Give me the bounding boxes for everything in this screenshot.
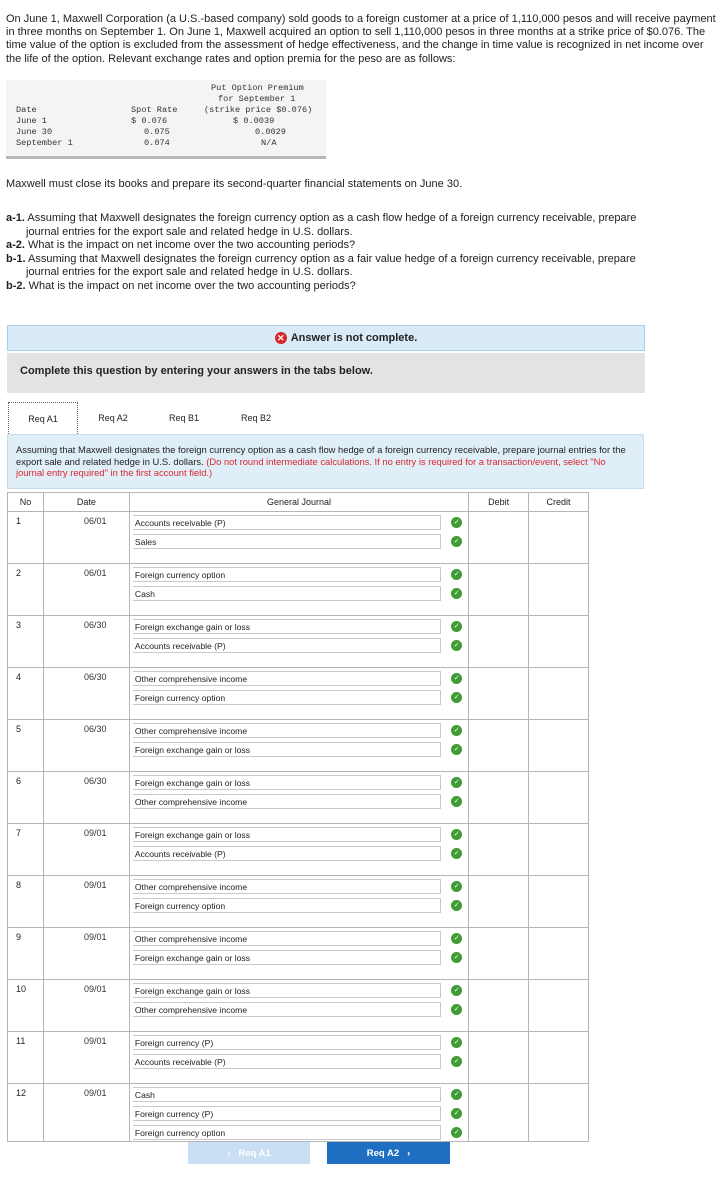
account-select[interactable]: Foreign currency (P) bbox=[133, 1106, 441, 1121]
premium-header-3: (strike price $0.076) bbox=[204, 105, 313, 115]
account-line bbox=[133, 949, 468, 966]
account-select[interactable]: Foreign exchange gain or loss bbox=[133, 827, 441, 842]
journal-table bbox=[7, 492, 589, 1142]
rate-spot: $ 0.076 bbox=[131, 116, 168, 126]
row-number: 10 bbox=[8, 980, 44, 1032]
credit-input[interactable] bbox=[529, 876, 589, 928]
account-line bbox=[133, 566, 468, 583]
account-cell bbox=[129, 1084, 468, 1142]
credit-input[interactable] bbox=[529, 668, 589, 720]
date-header: Date bbox=[16, 105, 37, 115]
account-line bbox=[133, 722, 468, 739]
account-select[interactable]: Other comprehensive income bbox=[133, 1002, 441, 1017]
col-journal: General Journal bbox=[129, 493, 468, 512]
col-date: Date bbox=[43, 493, 129, 512]
debit-input[interactable] bbox=[469, 928, 529, 980]
account-select[interactable]: Cash bbox=[133, 1087, 441, 1102]
credit-input[interactable] bbox=[529, 720, 589, 772]
row-number: 11 bbox=[8, 1032, 44, 1084]
tab-bar bbox=[8, 402, 292, 434]
exchange-rate-table bbox=[6, 80, 326, 159]
question-item: a-1. Assuming that Maxwell designates the foreign currency option as a cash flow hedge of a foreign currency receivable, prepare bbox=[6, 212, 637, 224]
debit-input[interactable] bbox=[469, 980, 529, 1032]
premium-header-2: for September 1 bbox=[218, 94, 296, 104]
checkmark-icon: ✓ bbox=[451, 829, 462, 840]
tab-req-b2[interactable]: Req B2 bbox=[240, 413, 272, 423]
account-line bbox=[133, 1034, 468, 1051]
credit-input[interactable] bbox=[529, 824, 589, 876]
checkmark-icon: ✓ bbox=[451, 744, 462, 755]
account-line bbox=[133, 1124, 468, 1141]
credit-input[interactable] bbox=[529, 564, 589, 616]
row-number: 8 bbox=[8, 876, 44, 928]
checkmark-icon: ✓ bbox=[451, 900, 462, 911]
account-select[interactable]: Foreign currency (P) bbox=[133, 1035, 441, 1050]
col-no: No bbox=[8, 493, 44, 512]
checkmark-icon: ✓ bbox=[451, 1056, 462, 1067]
row-number: 4 bbox=[8, 668, 44, 720]
checkmark-icon: ✓ bbox=[451, 640, 462, 651]
row-date: 09/01 bbox=[43, 1084, 129, 1142]
error-icon: ✕ bbox=[275, 332, 287, 344]
account-line bbox=[133, 1086, 468, 1103]
account-select[interactable]: Foreign exchange gain or loss bbox=[133, 950, 441, 965]
account-select[interactable]: Foreign currency option bbox=[133, 567, 441, 582]
checkmark-icon: ✓ bbox=[451, 673, 462, 684]
account-line bbox=[133, 741, 468, 758]
account-select[interactable]: Foreign currency option bbox=[133, 1125, 441, 1140]
checkmark-icon: ✓ bbox=[451, 881, 462, 892]
account-select[interactable]: Cash bbox=[133, 586, 441, 601]
credit-input[interactable] bbox=[529, 1032, 589, 1084]
debit-input[interactable] bbox=[469, 824, 529, 876]
account-select[interactable]: Other comprehensive income bbox=[133, 794, 441, 809]
debit-input[interactable] bbox=[469, 876, 529, 928]
checkmark-icon: ✓ bbox=[451, 777, 462, 788]
account-line bbox=[133, 670, 468, 687]
table-row bbox=[8, 720, 589, 772]
account-line bbox=[133, 533, 468, 550]
row-number: 7 bbox=[8, 824, 44, 876]
checkmark-icon: ✓ bbox=[451, 1004, 462, 1015]
account-cell bbox=[129, 824, 468, 876]
checkmark-icon: ✓ bbox=[451, 985, 462, 996]
debit-input[interactable] bbox=[469, 512, 529, 564]
table-row bbox=[8, 772, 589, 824]
account-line bbox=[133, 637, 468, 654]
account-line bbox=[133, 897, 468, 914]
account-line bbox=[133, 585, 468, 602]
row-number: 5 bbox=[8, 720, 44, 772]
question-list: a-1. Assuming that Maxwell designates the foreign currency option as a cash flow hedge of a foreign currency receivable, prepare journal entries for the export sale and related hedge in U.S. dollars. a-2. What is the impact on net income over the two accounting periods? b-1. Assuming that Maxwell designates the foreign currency option as a fair value hedge of a foreign currency receivable, prepare journal entries for the export sale and related hedge in U.S. dollars. b-2. What is the impact on net income over the two accounting periods? bbox=[6, 212, 718, 293]
account-cell bbox=[129, 668, 468, 720]
row-date: 06/30 bbox=[43, 616, 129, 668]
question-item: b-2. What is the impact on net income over the two accounting periods? bbox=[6, 279, 356, 292]
account-line bbox=[133, 793, 468, 810]
credit-input[interactable] bbox=[529, 616, 589, 668]
rate-date: June 1 bbox=[16, 116, 47, 126]
chevron-left-icon: ‹ bbox=[227, 1147, 231, 1159]
checkmark-icon: ✓ bbox=[451, 536, 462, 547]
account-select[interactable]: Other comprehensive income bbox=[133, 723, 441, 738]
account-cell bbox=[129, 616, 468, 668]
account-line bbox=[133, 689, 468, 706]
account-cell bbox=[129, 564, 468, 616]
rate-premium: 0.0029 bbox=[255, 127, 286, 137]
debit-input[interactable] bbox=[469, 564, 529, 616]
account-select[interactable]: Foreign currency option bbox=[133, 898, 441, 913]
close-note: Maxwell must close its books and prepare its second-quarter financial statements on June 30. bbox=[6, 178, 463, 190]
account-line bbox=[133, 774, 468, 791]
account-line bbox=[133, 845, 468, 862]
instruction-band: Complete this question by entering your answers in the tabs below. bbox=[7, 353, 645, 393]
checkmark-icon: ✓ bbox=[451, 1108, 462, 1119]
row-number: 2 bbox=[8, 564, 44, 616]
account-cell bbox=[129, 876, 468, 928]
credit-input[interactable] bbox=[529, 512, 589, 564]
credit-input[interactable] bbox=[529, 928, 589, 980]
checkmark-icon: ✓ bbox=[451, 1037, 462, 1048]
table-row bbox=[8, 980, 589, 1032]
table-row bbox=[8, 616, 589, 668]
debit-input[interactable] bbox=[469, 720, 529, 772]
credit-input[interactable] bbox=[529, 1084, 589, 1142]
account-select[interactable]: Other comprehensive income bbox=[133, 671, 441, 686]
account-line bbox=[133, 826, 468, 843]
col-debit: Debit bbox=[469, 493, 529, 512]
instruction-note: (Do not round intermediate calculations. If no entry is required for a transaction/event, select "No journal entry required" in the first account field.) bbox=[16, 455, 606, 479]
checkmark-icon: ✓ bbox=[451, 952, 462, 963]
account-select[interactable]: Foreign currency option bbox=[133, 690, 441, 705]
tab-req-a2[interactable]: Req A2 bbox=[98, 413, 128, 423]
table-row bbox=[8, 512, 589, 564]
checkmark-icon: ✓ bbox=[451, 1127, 462, 1138]
problem-intro: On June 1, Maxwell Corporation (a U.S.-based company) sold goods to a foreign customer at a price of 1,110,000 pesos and will receive payment in three months on September 1. On June 1, Maxwell acquired an option to sell 1,110,000 pesos in three months at a strike price of $0.076. The time value of the option is excluded from the assessment of hedge effectiveness, and the change in time value is recognized in net income over the life of the option. Relevant exchange rates and option premia for the peso are as follows: bbox=[6, 13, 716, 65]
account-cell bbox=[129, 772, 468, 824]
account-select[interactable]: Accounts receivable (P) bbox=[133, 1054, 441, 1069]
question-item: b-1. Assuming that Maxwell designates the foreign currency option as a fair value hedge of a foreign currency receivable, prepare bbox=[6, 252, 636, 265]
rate-spot: 0.074 bbox=[144, 138, 170, 148]
account-cell bbox=[129, 928, 468, 980]
credit-input[interactable] bbox=[529, 980, 589, 1032]
account-cell bbox=[129, 1032, 468, 1084]
row-date: 06/30 bbox=[43, 668, 129, 720]
account-select[interactable]: Other comprehensive income bbox=[133, 879, 441, 894]
account-cell bbox=[129, 720, 468, 772]
account-line bbox=[133, 1053, 468, 1070]
account-cell bbox=[129, 512, 468, 564]
checkmark-icon: ✓ bbox=[451, 621, 462, 632]
account-line bbox=[133, 930, 468, 947]
question-item: a-2. What is the impact on net income over the two accounting periods? bbox=[6, 239, 356, 251]
checkmark-icon: ✓ bbox=[451, 569, 462, 580]
credit-input[interactable] bbox=[529, 772, 589, 824]
row-number: 3 bbox=[8, 616, 44, 668]
row-date: 06/30 bbox=[43, 720, 129, 772]
checkmark-icon: ✓ bbox=[451, 796, 462, 807]
checkmark-icon: ✓ bbox=[451, 1089, 462, 1100]
table-row bbox=[8, 564, 589, 616]
rate-date: September 1 bbox=[16, 138, 73, 148]
account-select[interactable]: Accounts receivable (P) bbox=[133, 846, 441, 861]
next-button[interactable]: Req A2 › bbox=[327, 1142, 450, 1164]
table-row bbox=[8, 668, 589, 720]
table-row bbox=[8, 1032, 589, 1084]
table-row bbox=[8, 824, 589, 876]
rate-premium: $ 0.0039 bbox=[233, 116, 275, 126]
rate-date: June 30 bbox=[16, 127, 53, 137]
checkmark-icon: ✓ bbox=[451, 517, 462, 528]
row-number: 1 bbox=[8, 512, 44, 564]
rate-spot: 0.075 bbox=[144, 127, 170, 137]
row-number: 6 bbox=[8, 772, 44, 824]
account-select[interactable]: Other comprehensive income bbox=[133, 931, 441, 946]
row-number: 12 bbox=[8, 1084, 44, 1142]
col-credit: Credit bbox=[529, 493, 589, 512]
row-date: 06/30 bbox=[43, 772, 129, 824]
tab-req-a1[interactable]: Req A1 bbox=[8, 402, 78, 434]
row-date: 09/01 bbox=[43, 980, 129, 1032]
account-line bbox=[133, 982, 468, 999]
row-number: 9 bbox=[8, 928, 44, 980]
account-select[interactable]: Foreign exchange gain or loss bbox=[133, 775, 441, 790]
account-select[interactable]: Foreign exchange gain or loss bbox=[133, 983, 441, 998]
table-row bbox=[8, 876, 589, 928]
table-row bbox=[8, 1084, 589, 1142]
tab-req-b1[interactable]: Req B1 bbox=[168, 413, 200, 423]
checkmark-icon: ✓ bbox=[451, 692, 462, 703]
instruction-panel: Assuming that Maxwell designates the foreign currency option as a cash flow hedge of a foreign currency receivable, prepare journal entries for the export sale and related hedge in U.S. dollars. (Do not round intermediate calculations. If no entry is required for a transaction/event, select "No journal entry required" in the first account field.) bbox=[7, 434, 644, 489]
debit-input[interactable] bbox=[469, 616, 529, 668]
account-cell bbox=[129, 980, 468, 1032]
account-select[interactable]: Sales bbox=[133, 534, 441, 549]
debit-input[interactable] bbox=[469, 668, 529, 720]
account-select[interactable]: Accounts receivable (P) bbox=[133, 515, 441, 530]
account-line bbox=[133, 878, 468, 895]
account-line bbox=[133, 1105, 468, 1122]
checkmark-icon: ✓ bbox=[451, 588, 462, 599]
spot-header: Spot Rate bbox=[131, 105, 178, 115]
row-date: 06/01 bbox=[43, 564, 129, 616]
checkmark-icon: ✓ bbox=[451, 725, 462, 736]
account-select[interactable]: Foreign exchange gain or loss bbox=[133, 742, 441, 757]
row-date: 09/01 bbox=[43, 928, 129, 980]
chevron-right-icon: › bbox=[407, 1147, 411, 1159]
row-date: 06/01 bbox=[43, 512, 129, 564]
account-line bbox=[133, 618, 468, 635]
debit-input[interactable] bbox=[469, 772, 529, 824]
debit-input[interactable] bbox=[469, 1032, 529, 1084]
row-date: 09/01 bbox=[43, 824, 129, 876]
account-select[interactable]: Accounts receivable (P) bbox=[133, 638, 441, 653]
account-line bbox=[133, 514, 468, 531]
row-date: 09/01 bbox=[43, 1032, 129, 1084]
prev-button[interactable]: ‹ Req A1 bbox=[188, 1142, 310, 1164]
debit-input[interactable] bbox=[469, 1084, 529, 1142]
account-select[interactable]: Foreign exchange gain or loss bbox=[133, 619, 441, 634]
table-row bbox=[8, 928, 589, 980]
checkmark-icon: ✓ bbox=[451, 848, 462, 859]
checkmark-icon: ✓ bbox=[451, 933, 462, 944]
table-header bbox=[8, 493, 589, 512]
account-line bbox=[133, 1001, 468, 1018]
status-banner: ✕ Answer is not complete. bbox=[7, 325, 645, 351]
rate-premium: N/A bbox=[261, 138, 277, 148]
premium-header-1: Put Option Premium bbox=[211, 83, 304, 93]
row-date: 09/01 bbox=[43, 876, 129, 928]
